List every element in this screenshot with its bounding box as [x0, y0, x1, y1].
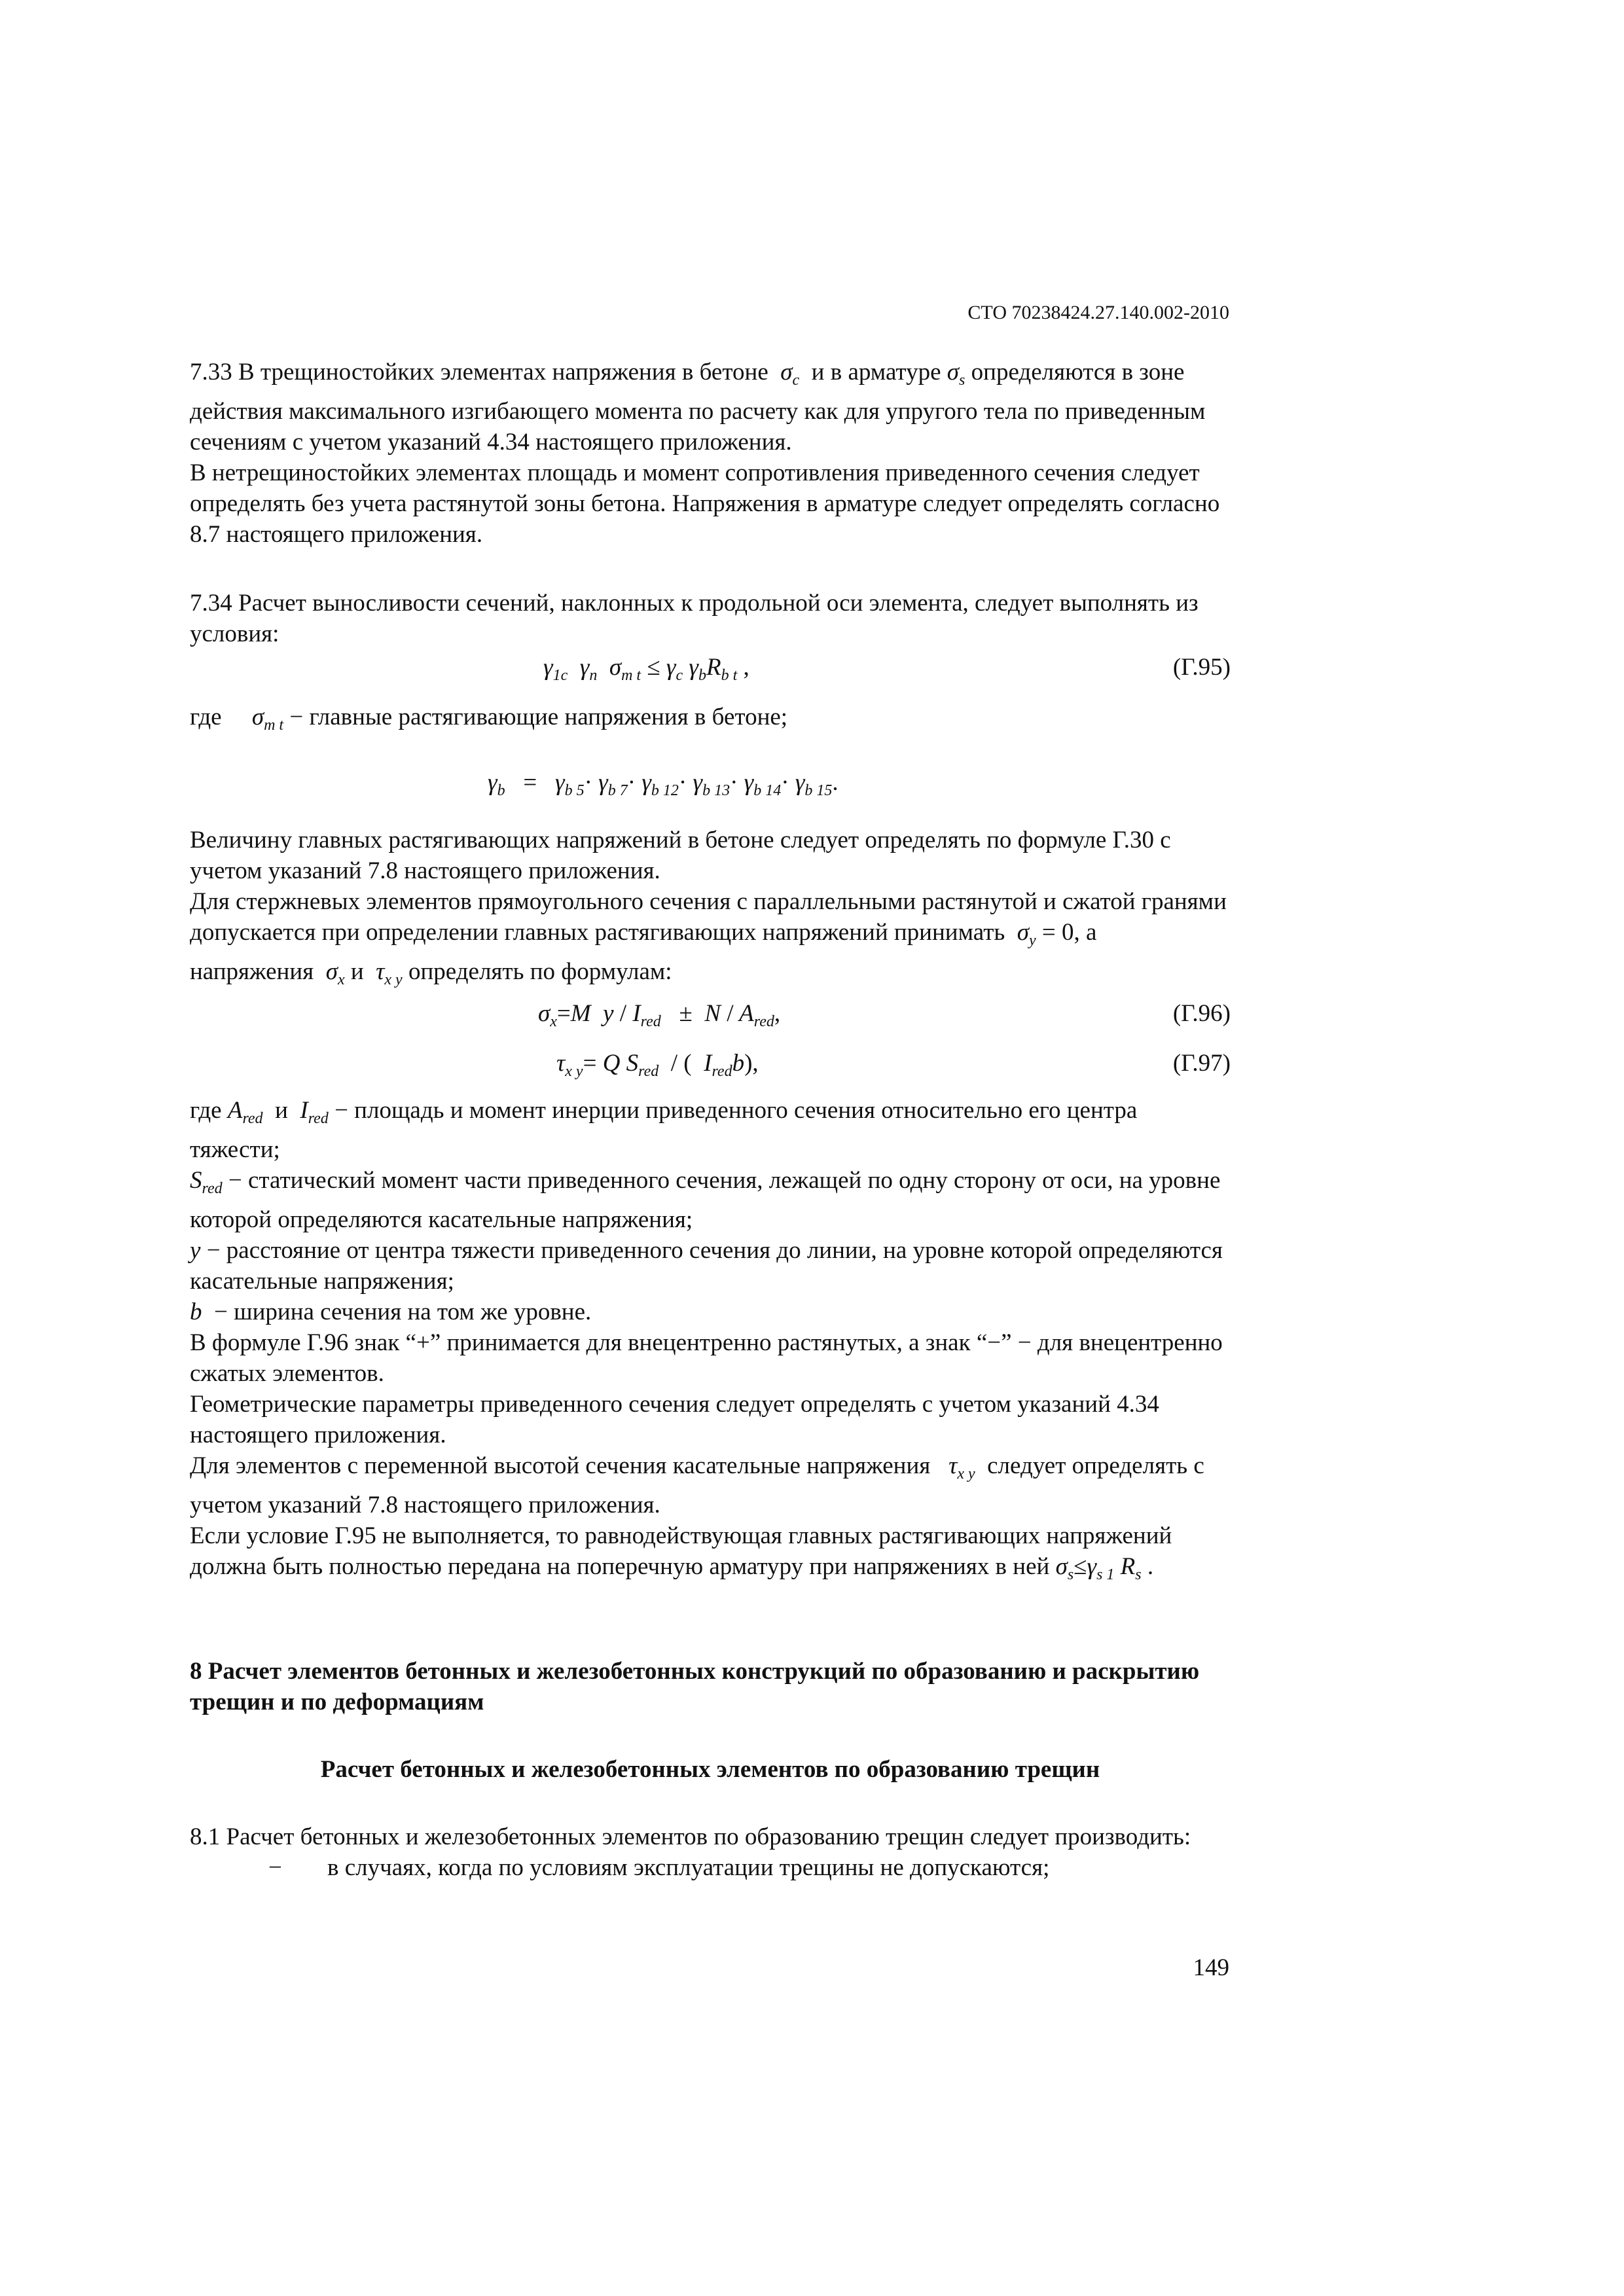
page-body — [190, 357, 1231, 1883]
definition-y: y − расстояние от центра тяжести приведенного сечения до линии, на уровне которой определяются касательные напряжения; — [190, 1237, 1223, 1295]
formula-g96 — [190, 996, 1231, 1032]
formula-number-g97: (Г.97) — [1172, 1050, 1231, 1077]
definition-s-red: $S_{red}$ − статический момент части приведенного сечения, лежащей по одну сторону от оси, на уровне которой определяются касательные напряжения; — [190, 1167, 1221, 1233]
formula-gamma-b-body: $\gamma_b$ = $\gamma_{b 5}\cdot \gamma_{b 7}\cdot \gamma_{b 12}\cdot \gamma_{b 13}\cdot \gamma_{b 14}\cdot \gamma_{b 15}$. — [488, 769, 839, 799]
formula-g96-body: $\sigma_x=M$ y / $I_{red}$ ± N / $A_{red}$, — [538, 1000, 781, 1030]
text: и в арматуре — [811, 359, 941, 386]
document-code: СТО 70238424.27.140.002-2010 — [967, 302, 1229, 323]
paragraph-7-33-cont: В нетрещиностойких элементах площадь и момент сопротивления приведенного сечения следует определять без учета растянутой зоны бетона. Напряжения в арматуре следует определять согласно 8.7 настоящего приложения. — [190, 459, 1220, 548]
list-item: − в случаях, когда по условиям эксплуатации трещины не допускаются; — [190, 1852, 1231, 1883]
definition-a-i: где $A_{red}$ и $I_{red}$ − площадь и момент инерции приведенного сечения относительно его центра тяжести; — [190, 1097, 1138, 1163]
paragraph-7-34: 7.34 Расчет выносливости сечений, наклонных к продольной оси элемента, следует выполнять из условия: — [190, 590, 1199, 647]
formula-g97-body: $\tau_{x y}= Q$ $S_{red}$ / ( $I_{red}b$), — [556, 1050, 759, 1080]
math-sigma-s: $\sigma_s$ — [947, 359, 965, 389]
definition-b: b − ширина сечения на том же уровне. — [190, 1299, 592, 1325]
math-sigma-c: $\sigma_c$ — [780, 359, 800, 389]
bullet-dash: − — [268, 1854, 282, 1881]
page-number: 149 — [1193, 1954, 1229, 1981]
paragraph-7-33 — [190, 357, 1231, 457]
paragraph-sign-rule: В формуле Г.96 знак “+” принимается для внецентренно растянутых, а знак “−” − для внецентренно сжатых элементов. — [190, 1329, 1223, 1387]
paragraph-geometry: Геометрические параметры приведенного сечения следует определять с учетом указаний 4.34 настоящего приложения. — [190, 1391, 1159, 1448]
section-8-subheading: Расчет бетонных и железобетонных элементов по образованию трещин — [320, 1756, 1100, 1783]
paragraph-variable-height: Для элементов с переменной высотой сечения касательные напряжения $\tau_{x y}$ следует определять с учетом указаний 7.8 настоящего приложения. — [190, 1452, 1204, 1518]
formula-gamma-b — [190, 764, 1231, 801]
paragraph-rectangular-section: Для стержневых элементов прямоугольного сечения с параллельными растянутой и сжатой гранями допускается при определении главных растягивающих напряжений принимать $\sigma_y = 0$, а напряжения $\sigma_x$ и $\tau_{x y}$ определять по формулам: — [190, 888, 1227, 988]
paragraph-8-1: 8.1 Расчет бетонных и железобетонных элементов по образованию трещин следует производить: — [190, 1823, 1191, 1850]
where-sigma-mt: где $\sigma_{m t}$ − главные растягивающие напряжения в бетоне; — [190, 704, 788, 734]
paragraph-principal-stress: Величину главных растягивающих напряжений в бетоне следует определять по формуле Г.30 с учетом указаний 7.8 настоящего приложения. — [190, 827, 1171, 884]
formula-g95-body: $\gamma_{1c}$ $\gamma_n$ $\sigma_{m t} \le \gamma_c$ $\gamma_bR_{b t}$ , — [543, 654, 749, 684]
formula-g95 — [190, 649, 1231, 686]
text: 7.33 В трещиностойких элементах напряжения в бетоне — [190, 359, 768, 386]
formula-g97 — [190, 1045, 1231, 1082]
formula-number-g95: (Г.95) — [1172, 654, 1231, 681]
section-8-heading: 8 Расчет элементов бетонных и железобетонных конструкций по образованию и раскрытию трещин и по деформациям — [190, 1658, 1200, 1715]
paragraph-condition-not-met: Если условие Г.95 не выполняется, то равнодействующая главных растягивающих напряжений должна быть полностью передана на поперечную арматуру при напряжениях в ней $\sigma_s\le\gamma_{s 1}$ $R_s$ . — [190, 1522, 1172, 1583]
formula-number-g96: (Г.96) — [1172, 1000, 1231, 1027]
text: определяются в зоне действия максимального изгибающего момента по расчету как для упругого тела по приведенным сечениям с учетом указаний 4.34 настоящего приложения. — [190, 359, 1206, 456]
